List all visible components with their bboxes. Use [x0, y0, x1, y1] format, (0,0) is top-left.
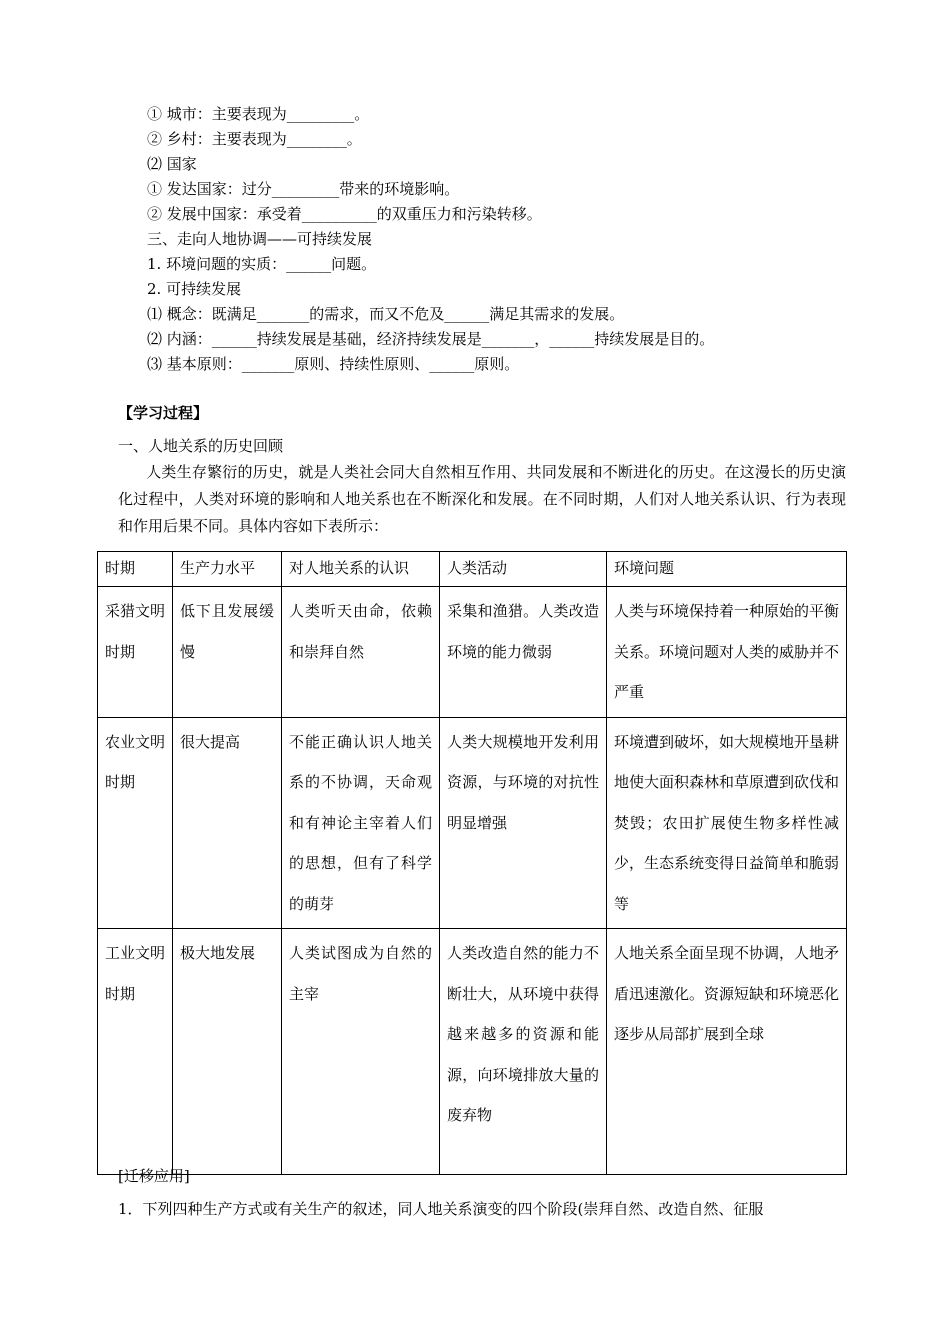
outline-line-3: ⑵ 国家	[147, 155, 197, 173]
transfer-application-label: [迁移应用]	[118, 1167, 190, 1185]
outline-line-9: ⑴ 概念：既满足_______的需求，而又不危及______满足其需求的发展。	[147, 305, 625, 323]
table-cell: 人类与环境保持着一种原始的平衡关系。环境问题对人类的威胁并不严重	[607, 587, 847, 718]
table-row	[98, 717, 847, 929]
outline-line-2: ② 乡村：主要表现为________。	[147, 130, 362, 148]
table-cell: 农业文明时期	[98, 717, 173, 929]
table-cell: 采集和渔猎。人类改造环境的能力微弱	[440, 587, 607, 718]
history-table	[97, 551, 847, 1175]
table-cell: 低下且发展缓慢	[173, 587, 282, 718]
outline-line-8: 2. 可持续发展	[147, 280, 242, 298]
table-cell: 人地关系全面呈现不协调，人地矛盾迅速激化。资源短缺和环境恶化逐步从局部扩展到全球	[607, 929, 847, 1175]
outline-line-4: ① 发达国家：过分_________带来的环境影响。	[147, 180, 460, 198]
outline-line-5: ② 发展中国家：承受着__________的双重压力和污染转移。	[147, 205, 542, 223]
table-header: 环境问题	[607, 552, 847, 587]
table-header-row	[98, 552, 847, 587]
table-cell: 不能正确认识人地关系的不协调，天命观和有神论主宰着人们的思想，但有了科学的萌芽	[282, 717, 440, 929]
section-title: 【学习过程】	[118, 404, 209, 422]
table-cell: 很大提高	[173, 717, 282, 929]
question-1: 1．下列四种生产方式或有关生产的叙述，同人地关系演变的四个阶段(崇拜自然、改造自然、征服	[118, 1200, 764, 1218]
table-cell: 人类听天由命，依赖和崇拜自然	[282, 587, 440, 718]
table-cell: 工业文明时期	[98, 929, 173, 1175]
table-header: 人类活动	[440, 552, 607, 587]
table-cell: 人类改造自然的能力不断壮大，从环境中获得越来越多的资源和能源，向环境排放大量的废弃物	[440, 929, 607, 1175]
table-cell: 极大地发展	[173, 929, 282, 1175]
table-header: 时期	[98, 552, 173, 587]
outline-line-6: 三、走向人地协调——可持续发展	[147, 230, 373, 248]
outline-line-7: 1. 环境问题的实质：______问题。	[147, 255, 377, 273]
table-cell: 人类大规模地开发利用资源，与环境的对抗性明显增强	[440, 717, 607, 929]
table-row	[98, 929, 847, 1175]
outline-line-11: ⑶ 基本原则：_______原则、持续性原则、______原则。	[147, 355, 520, 373]
outline-line-1: ① 城市：主要表现为_________。	[147, 105, 370, 123]
outline-line-10: ⑵ 内涵：______持续发展是基础，经济持续发展是_______，______持续发展是目的。	[147, 330, 715, 348]
table-header: 生产力水平	[173, 552, 282, 587]
table-header: 对人地关系的认识	[282, 552, 440, 587]
table-cell: 人类试图成为自然的主宰	[282, 929, 440, 1175]
intro-paragraph: 人类生存繁衍的历史，就是人类社会同大自然相互作用、共同发展和不断进化的历史。在这漫长的历史演化过程中，人类对环境的影响和人地关系也在不断深化和发展。在不同时期，人们对人地关系认识、行为表现和作用后果不同。具体内容如下表所示：	[118, 463, 846, 535]
table-cell: 环境遭到破坏，如大规模地开垦耕地使大面积森林和草原遭到砍伐和焚毁；农田扩展使生物多样性减少，生态系统变得日益简单和脆弱等	[607, 717, 847, 929]
subsection-title: 一、人地关系的历史回顾	[118, 437, 284, 455]
table-row	[98, 587, 847, 718]
table-cell: 采猎文明时期	[98, 587, 173, 718]
